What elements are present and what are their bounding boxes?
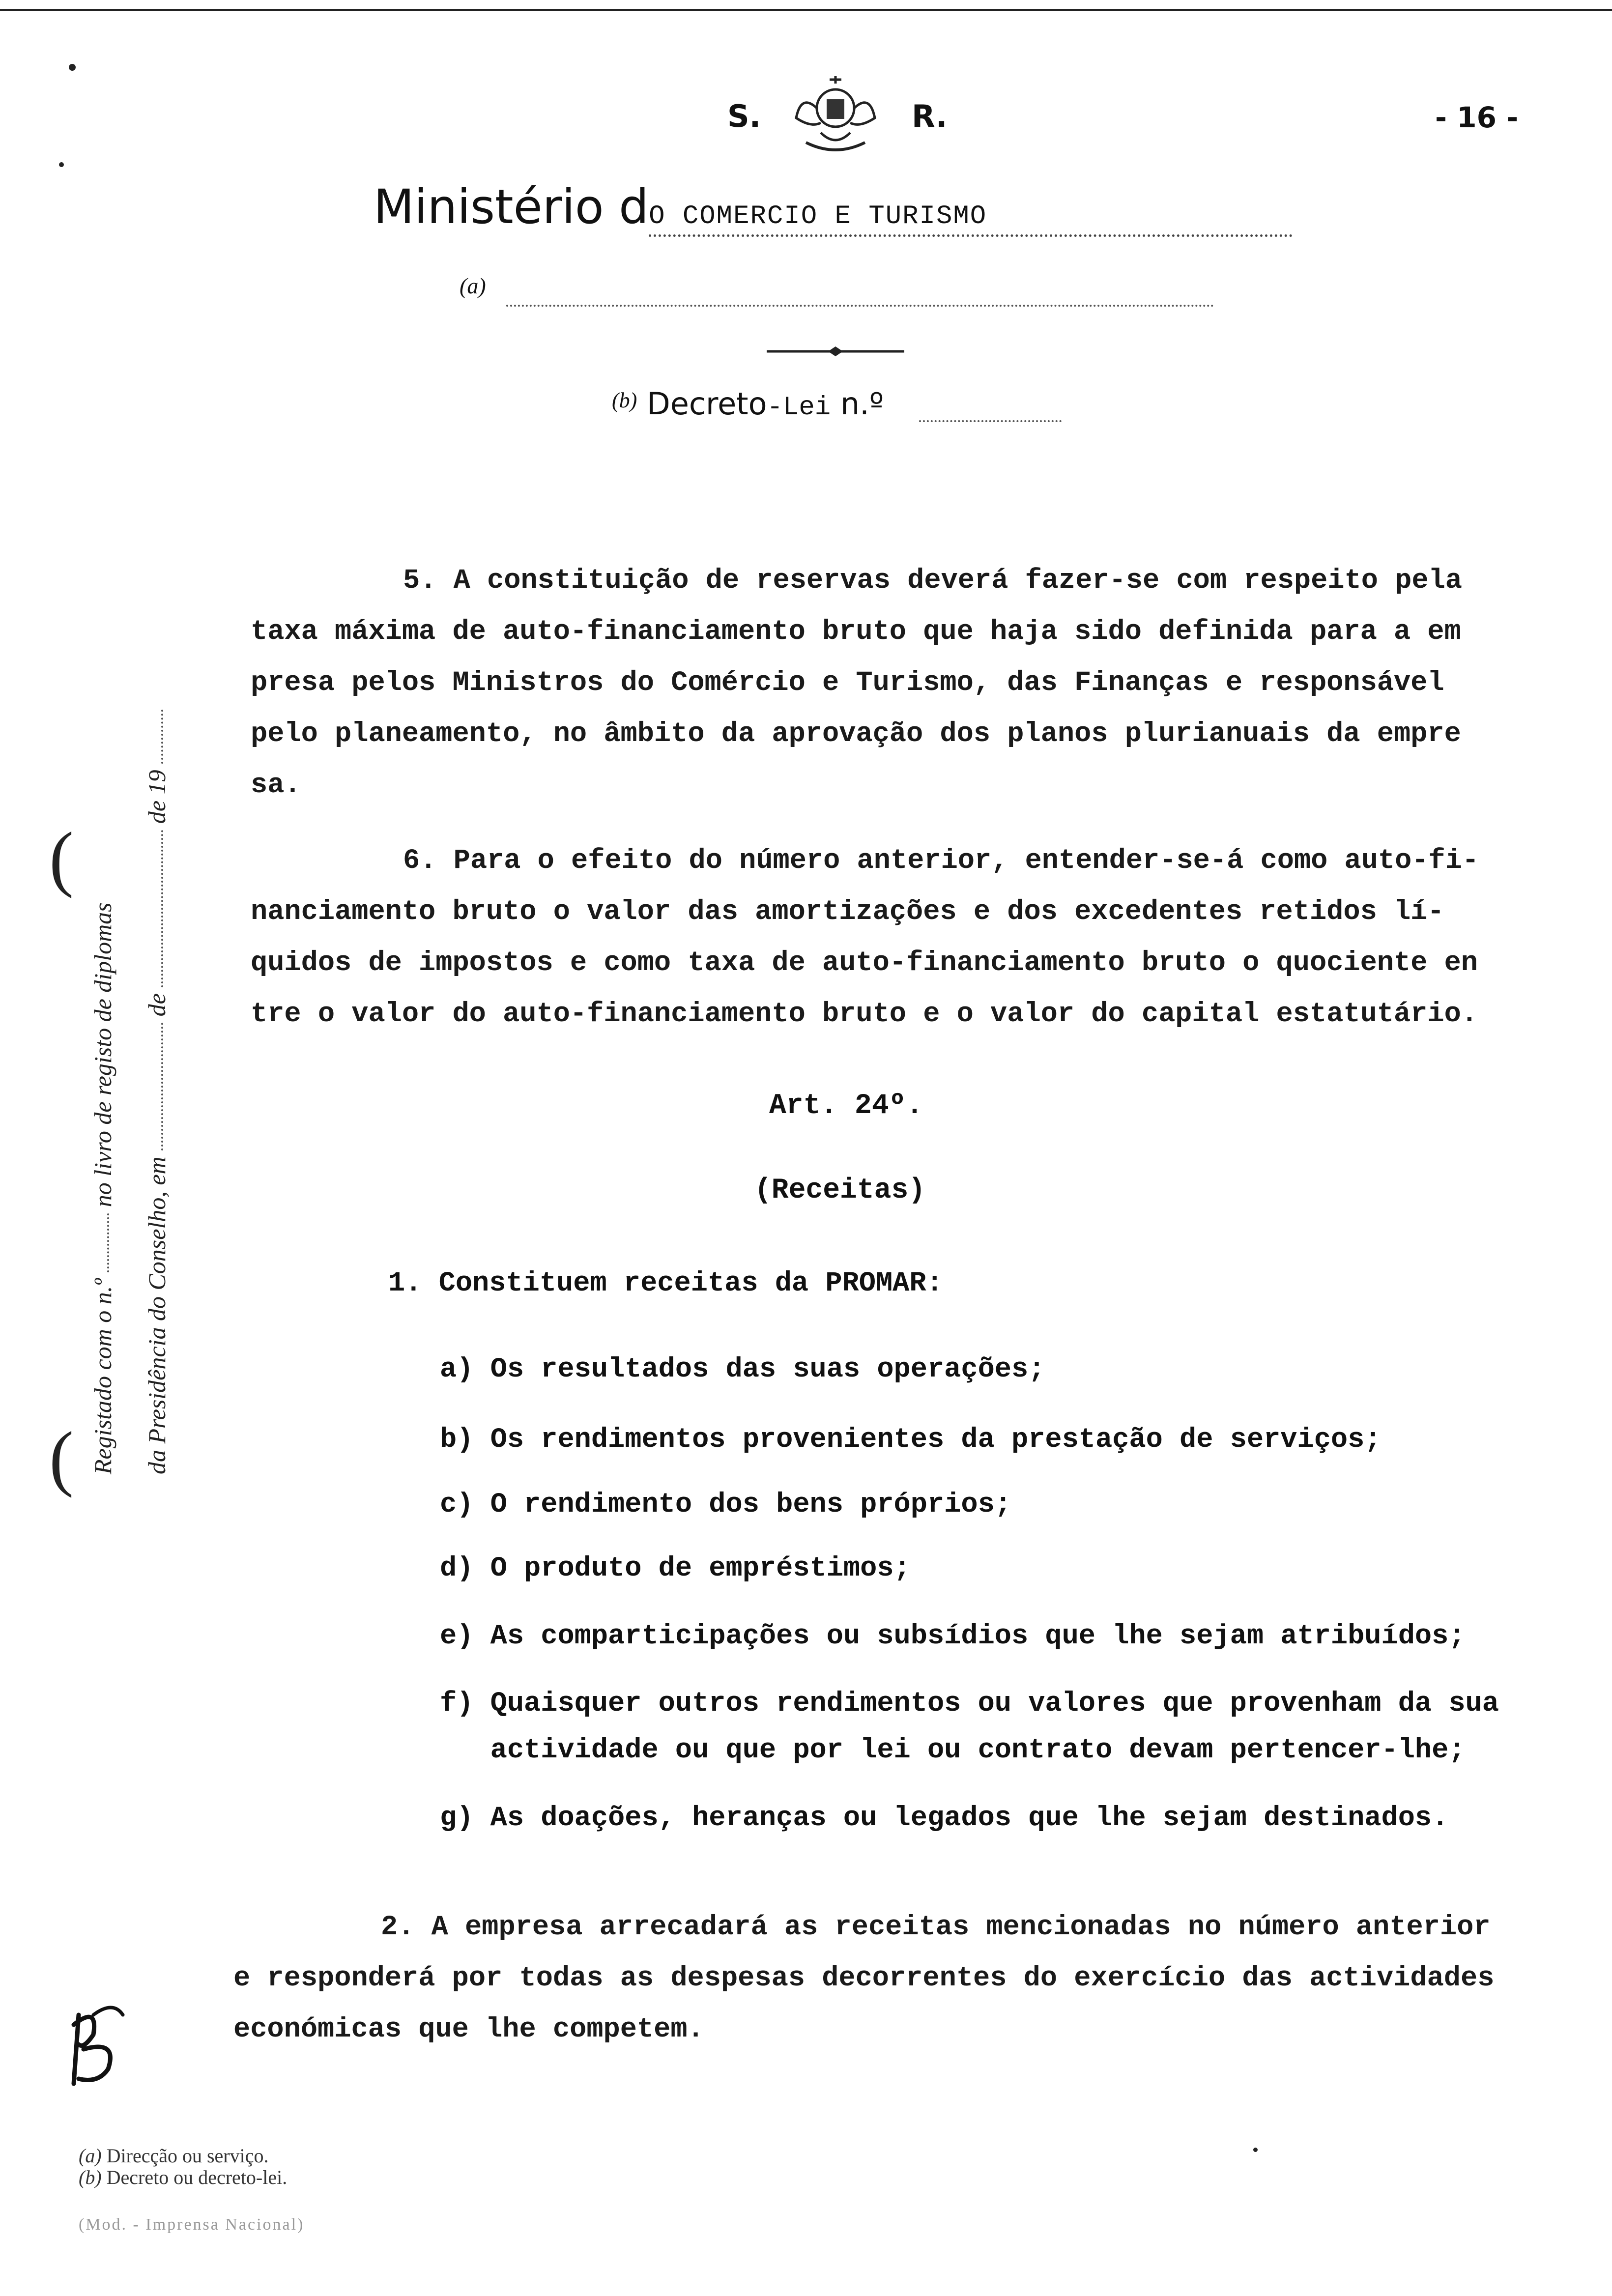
footnotes xyxy=(79,2145,287,2188)
page-top-border xyxy=(0,9,1612,11)
decree-line xyxy=(612,386,884,423)
field-a-label: (a) xyxy=(460,273,486,298)
ministry-line xyxy=(374,179,1293,237)
sidebar-close-paren: ( xyxy=(49,1417,74,1498)
paragraph-6 xyxy=(251,835,1538,1040)
para6-line: tre o valor do auto-financiamento bruto e o valor do capital estatutário. xyxy=(251,999,1478,1030)
sidebar-row2-label: da Presidência do Conselho, em xyxy=(143,1156,171,1474)
ministry-prefix: Ministério d xyxy=(374,179,649,234)
decree-number-label: n.º xyxy=(840,386,884,422)
sidebar-row2-de: de xyxy=(143,993,171,1017)
decree-label-b: (b) xyxy=(612,388,637,412)
para6-line: 6. Para o efeito do número anterior, entender-se-á como auto-fi- xyxy=(403,845,1479,877)
para6-line: nanciamento bruto o valor das amortizações e dos excedentes retidos lí- xyxy=(251,896,1444,928)
list-item: a) Os resultados das suas operações; xyxy=(440,1354,1045,1385)
decree-number-dotted-line xyxy=(919,420,1062,422)
sidebar-open-paren: ( xyxy=(49,817,74,899)
list-item: actividade ou que por lei ou contrato devam pertencer-lhe; xyxy=(440,1735,1466,1766)
para5-line: presa pelos Ministros do Comércio e Turismo, das Finanças e responsável xyxy=(251,667,1444,699)
speck xyxy=(1253,2148,1258,2152)
list-item: e) As comparticipações ou subsídios que lhe sejam atribuídos; xyxy=(440,1621,1466,1652)
field-a-dotted-line xyxy=(506,305,1214,307)
list-item: b) Os rendimentos provenientes da prestação de serviços; xyxy=(440,1424,1382,1456)
decree-prefix: Decreto xyxy=(647,386,767,422)
ornamental-divider xyxy=(767,344,904,359)
point2-line: económicas que lhe competem. xyxy=(233,2014,704,2045)
para5-line: taxa máxima de auto-financiamento bruto que haja sido definida para a em xyxy=(251,616,1461,648)
sidebar-row2-year: de 19 xyxy=(143,770,171,824)
list-item: f) Quaisquer outros rendimentos ou valores que provenham da sua xyxy=(440,1688,1499,1720)
point-2 xyxy=(233,1902,1600,2055)
para5-line: pelo planeamento, no âmbito da aprovação dos planos plurianuais da empre xyxy=(251,718,1461,750)
sidebar-row1-tail: no livro de registo de diplomas xyxy=(89,902,116,1207)
print-mark: (Mod. - Imprensa Nacional) xyxy=(79,2215,305,2234)
page-number: - 16 - xyxy=(1435,101,1519,134)
article-number: Art. 24º. xyxy=(769,1090,923,1122)
letterhead-left: S. xyxy=(727,98,761,134)
para5-line: 5. A constituição de reservas deverá fazer-se com respeito pela xyxy=(403,565,1462,597)
sidebar-row1-label: Registado com o n.º xyxy=(89,1278,116,1474)
letterhead-right: R. xyxy=(912,98,948,134)
decree-type-field: -Lei xyxy=(767,393,831,423)
list-item: d) O produto de empréstimos; xyxy=(440,1553,911,1584)
paragraph-5 xyxy=(251,555,1538,811)
speck xyxy=(59,162,64,167)
registration-sidebar xyxy=(74,491,211,1474)
coat-of-arms-icon xyxy=(786,74,885,157)
footnote-a: (a) Direcção ou serviço. xyxy=(79,2145,269,2167)
point-1-intro: 1. Constituem receitas da PROMAR: xyxy=(388,1268,943,1299)
point2-line: 2. A empresa arrecadará as receitas mencionadas no número anterior xyxy=(381,1912,1491,1943)
footnote-b: (b) Decreto ou decreto-lei. xyxy=(79,2166,288,2188)
list-item: g) As doações, heranças ou legados que lhe sejam destinados. xyxy=(440,1803,1449,1834)
speck xyxy=(69,64,76,71)
point2-line: e responderá por todas as despesas decorrentes do exercício das actividades xyxy=(233,1963,1495,1994)
handwritten-initials xyxy=(64,1995,133,2089)
ministry-name-field: O COMERCIO E TURISMO xyxy=(649,201,1293,237)
list-item: c) O rendimento dos bens próprios; xyxy=(440,1489,1011,1521)
para5-line: sa. xyxy=(251,770,301,801)
para6-line: quidos de impostos e como taxa de auto-financiamento bruto o quociente en xyxy=(251,947,1478,979)
article-title: (Receitas) xyxy=(754,1175,926,1206)
